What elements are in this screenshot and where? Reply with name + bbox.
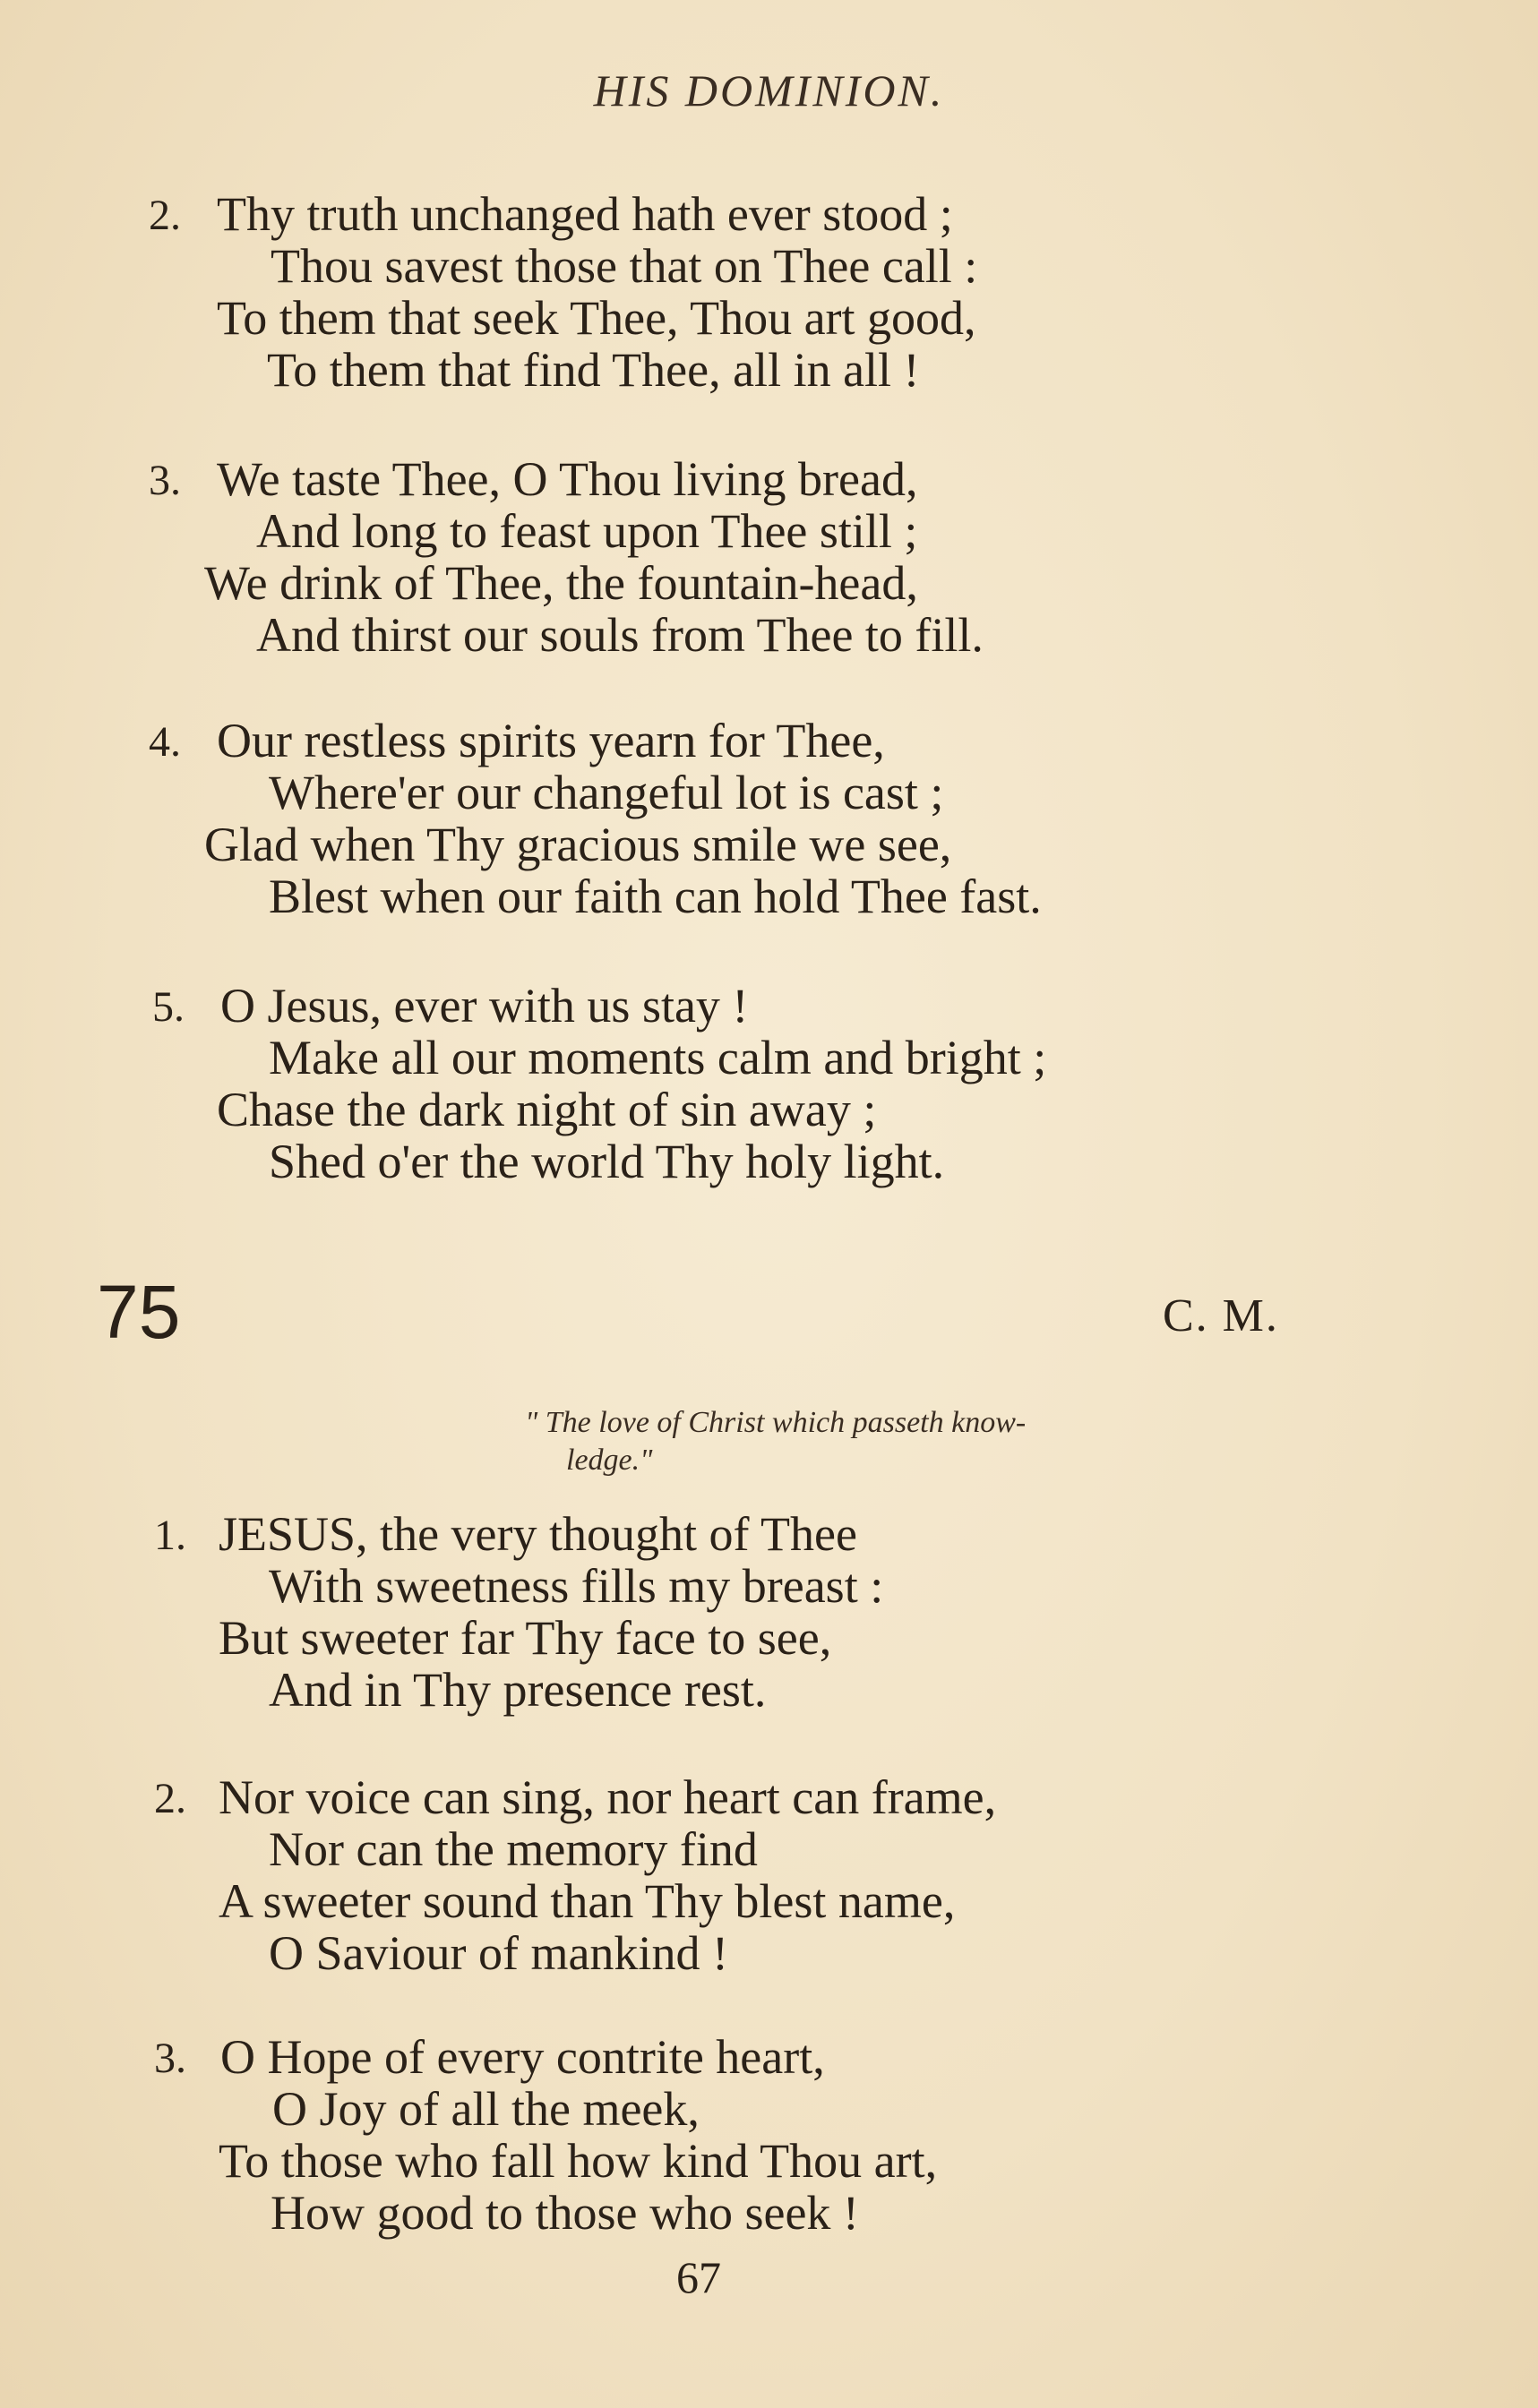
stanza-number: 4. — [149, 718, 181, 766]
verse-line: Make all our moments calm and bright ; — [269, 1031, 1047, 1084]
verse-line: We drink of Thee, the fountain-head, — [204, 556, 918, 610]
verse-line: Thy truth unchanged hath ever stood ; — [217, 187, 953, 241]
stanza-number: 2. — [154, 1775, 186, 1822]
verse-line: And long to feast upon Thee still ; — [256, 504, 918, 558]
verse-line: Our restless spirits yearn for Thee, — [217, 714, 885, 767]
page-number: 67 — [676, 2252, 721, 2302]
verse-line: Thou savest those that on Thee call : — [271, 239, 978, 293]
verse-line: Nor can the memory find — [269, 1822, 758, 1876]
verse-line: To them that seek Thee, Thou art good, — [217, 291, 976, 345]
verse-line: O Jesus, ever with us stay ! — [220, 979, 749, 1033]
verse-line: JESUS, the very thought of Thee — [219, 1507, 857, 1561]
hymn-epigraph — [525, 1404, 1331, 1479]
verse-line: To them that find Thee, all in all ! — [267, 343, 920, 397]
epigraph-line: " The love of Christ which passeth know- — [525, 1406, 1027, 1439]
verse-line: We taste Thee, O Thou living bread, — [217, 452, 918, 506]
stanza-number: 3. — [149, 457, 181, 504]
verse-line: How good to those who seek ! — [271, 2186, 859, 2240]
hymn-number: 75 — [97, 1270, 181, 1354]
verse-line: Where'er our changeful lot is cast ; — [269, 766, 944, 819]
stanza-number: 1. — [154, 1512, 186, 1559]
verse-line: And in Thy presence rest. — [269, 1663, 767, 1717]
verse-line: O Hope of every contrite heart, — [220, 2030, 825, 2084]
stanza-number: 2. — [149, 192, 181, 239]
verse-line: But sweeter far Thy face to see, — [219, 1611, 832, 1665]
verse-line: Glad when Thy gracious smile we see, — [204, 818, 952, 871]
stanza-number: 5. — [152, 983, 185, 1031]
running-head: HIS DOMINION. — [593, 65, 945, 116]
verse-line: Chase the dark night of sin away ; — [217, 1083, 877, 1136]
verse-line: Shed o'er the world Thy holy light. — [269, 1135, 945, 1188]
verse-line: O Joy of all the meek, — [272, 2082, 700, 2136]
verse-line: With sweetness fills my breast : — [269, 1559, 884, 1613]
verse-line: And thirst our souls from Thee to fill. — [256, 608, 984, 662]
stanza-number: 3. — [154, 2035, 186, 2082]
verse-line: Nor voice can sing, nor heart can frame, — [219, 1770, 997, 1824]
hymn-meter: C. M. — [1163, 1290, 1279, 1341]
verse-line: O Saviour of mankind ! — [269, 1926, 728, 1980]
verse-line: To those who fall how kind Thou art, — [219, 2134, 938, 2188]
epigraph-line: ledge." — [566, 1444, 653, 1477]
verse-line: Blest when our faith can hold Thee fast. — [269, 870, 1042, 923]
verse-line: A sweeter sound than Thy blest name, — [219, 1874, 956, 1928]
